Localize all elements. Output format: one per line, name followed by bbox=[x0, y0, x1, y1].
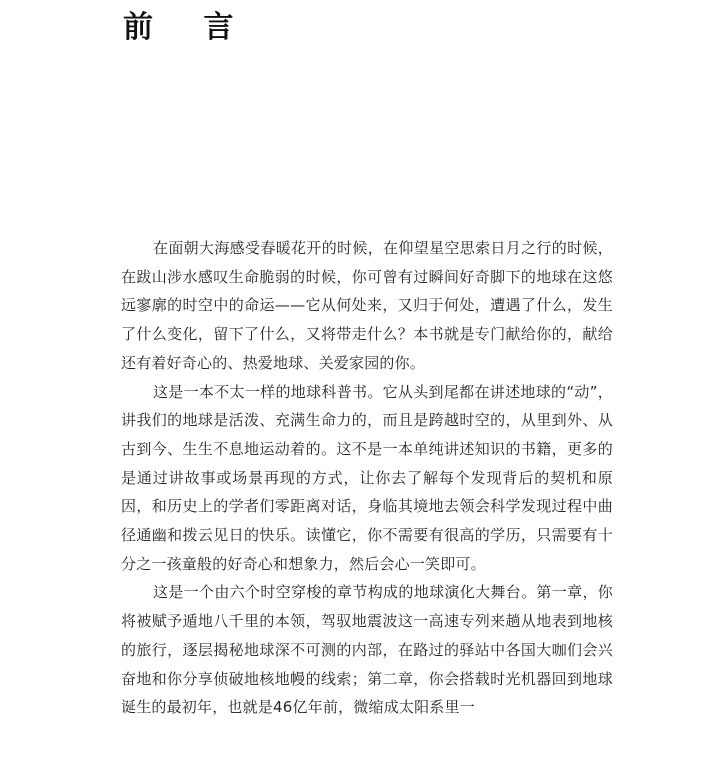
preface-title: 前 言 bbox=[123, 10, 254, 45]
paragraph-1: 在面朝大海感受春暖花开的时候，在仰望星空思索日月之行的时候，在跋山涉水感叹生命脆弱的时候，你可曾有过瞬间好奇脚下的地球在这悠远寥廓的时空中的命运——它从何处来，又归于何处，遭遇了什么，发生了什么变化，留下了什么，又将带走什么？本书就是专门献给你的，献给还有着好奇心的、热爱地球、关爱家园的你。 bbox=[121, 239, 613, 372]
paragraph-3: 这是一个由六个时空穿梭的章节构成的地球演化大舞台。第一章，你将被赋予遁地八千里的本领，驾驭地震波这一高速专列来趟从地表到地核的旅行，逐层揭秘地球深不可测的内部，在路过的驿站中各国大咖们会兴奋地和你分享侦破地核地幔的线索；第二章，你会搭载时光机器回到地球诞生的最初年，也就是46亿年前，微缩成太阳系里一 bbox=[121, 583, 613, 717]
paragraph-2: 这是一本不太一样的地球科普书。它从头到尾都在讲述地球的“动”，讲我们的地球是活泼、充满生命力的，而且是跨越时空的，从里到外、从古到今、生生不息地运动着的。这不是一本单纯讲述知识的书籍，更多的是通过讲故事或场景再现的方式，让你去了解每个发现背后的契机和原因，和历史上的学者们零距离对话，身临其境地去领会科学发现过程中曲径通幽和拨云见日的快乐。读懂它，你不需要有很高的学历，只需要有十分之一孩童般的好奇心和想象力，然后会心一笑即可。 bbox=[121, 382, 613, 573]
preface-body bbox=[121, 234, 613, 722]
